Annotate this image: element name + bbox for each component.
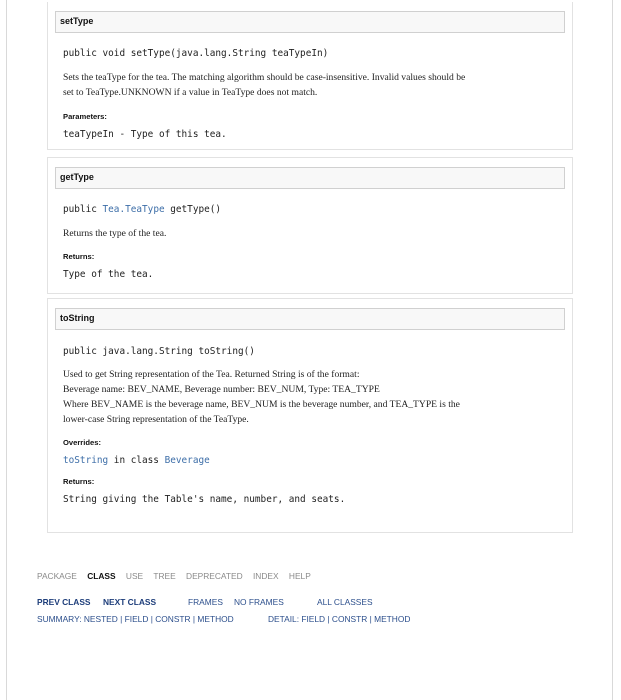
nav-index[interactable]: INDEX <box>252 571 279 581</box>
method-name: setType <box>60 16 94 26</box>
method-description-line: Where BEV_NAME is the beverage name, BEV_NUM is the beverage number, and TEA_TYPE is the <box>63 399 460 410</box>
method-signature <box>63 204 221 215</box>
returns-label: Returns: <box>63 252 95 261</box>
method-header-settype <box>55 11 565 33</box>
overrides-entry <box>63 455 210 466</box>
returns-text: String giving the Table's name, number, and seats. <box>63 494 346 505</box>
method-description-line: Used to get String representation of the Tea. Returned String is of the format: <box>63 369 360 380</box>
method-header-tostring <box>55 308 565 330</box>
method-description-line: Beverage name: BEV_NAME, Beverage number: BEV_NUM, Type: TEA_TYPE <box>63 384 380 395</box>
overrides-method-link[interactable]: toString <box>63 455 109 466</box>
method-description-line: lower-case String representation of the TeaType. <box>63 414 249 425</box>
method-detail-settype <box>47 2 573 150</box>
returns-label: Returns: <box>63 477 95 486</box>
overrides-class-link[interactable]: Beverage <box>164 455 210 466</box>
parameters-label: Parameters: <box>63 112 107 121</box>
nav-help[interactable]: HELP <box>288 571 311 581</box>
returns-text: Type of the tea. <box>63 269 154 280</box>
parameter-name: teaTypeIn <box>63 129 114 140</box>
prev-class-link[interactable]: PREV CLASS <box>37 597 91 607</box>
next-class-link[interactable]: NEXT CLASS <box>103 597 157 607</box>
teatype-link[interactable]: Tea.TeaType <box>102 204 165 215</box>
method-signature: public java.lang.String toString() <box>63 346 255 357</box>
overrides-mid-text: in class <box>108 455 165 466</box>
method-header-gettype <box>55 167 565 189</box>
method-name: getType <box>60 172 94 182</box>
method-signature: public void setType(java.lang.String teaTypeIn) <box>63 48 329 59</box>
all-classes-link[interactable]: ALL CLASSES <box>317 597 373 607</box>
parameter-entry <box>63 129 227 140</box>
summary-nav[interactable]: SUMMARY: NESTED | FIELD | CONSTR | METHOD <box>37 614 234 624</box>
method-description-line: set to TeaType.UNKNOWN if a value in TeaType does not match. <box>63 87 318 98</box>
method-detail-gettype <box>47 157 573 294</box>
nav-use[interactable]: USE <box>125 571 144 581</box>
method-detail-tostring <box>47 298 573 533</box>
method-name: toString <box>60 313 95 323</box>
nav-tree[interactable]: TREE <box>153 571 176 581</box>
parameter-description: - Type of this tea. <box>113 129 227 140</box>
overrides-label: Overrides: <box>63 438 101 447</box>
sig-rest: getType() <box>164 204 222 215</box>
method-description-line: Sets the teaType for the tea. The matching algorithm should be case-insensitive. Invalid values should be <box>63 72 466 83</box>
detail-nav[interactable]: DETAIL: FIELD | CONSTR | METHOD <box>268 614 411 624</box>
nav-deprecated[interactable]: DEPRECATED <box>186 571 243 581</box>
method-description: Returns the type of the tea. <box>63 228 167 239</box>
sig-modifier: public <box>63 204 103 215</box>
frames-link[interactable]: FRAMES <box>188 597 223 607</box>
no-frames-link[interactable]: NO FRAMES <box>234 597 284 607</box>
top-nav-bar <box>37 571 319 581</box>
nav-package[interactable]: PACKAGE <box>37 571 77 581</box>
nav-class: CLASS <box>87 571 116 581</box>
